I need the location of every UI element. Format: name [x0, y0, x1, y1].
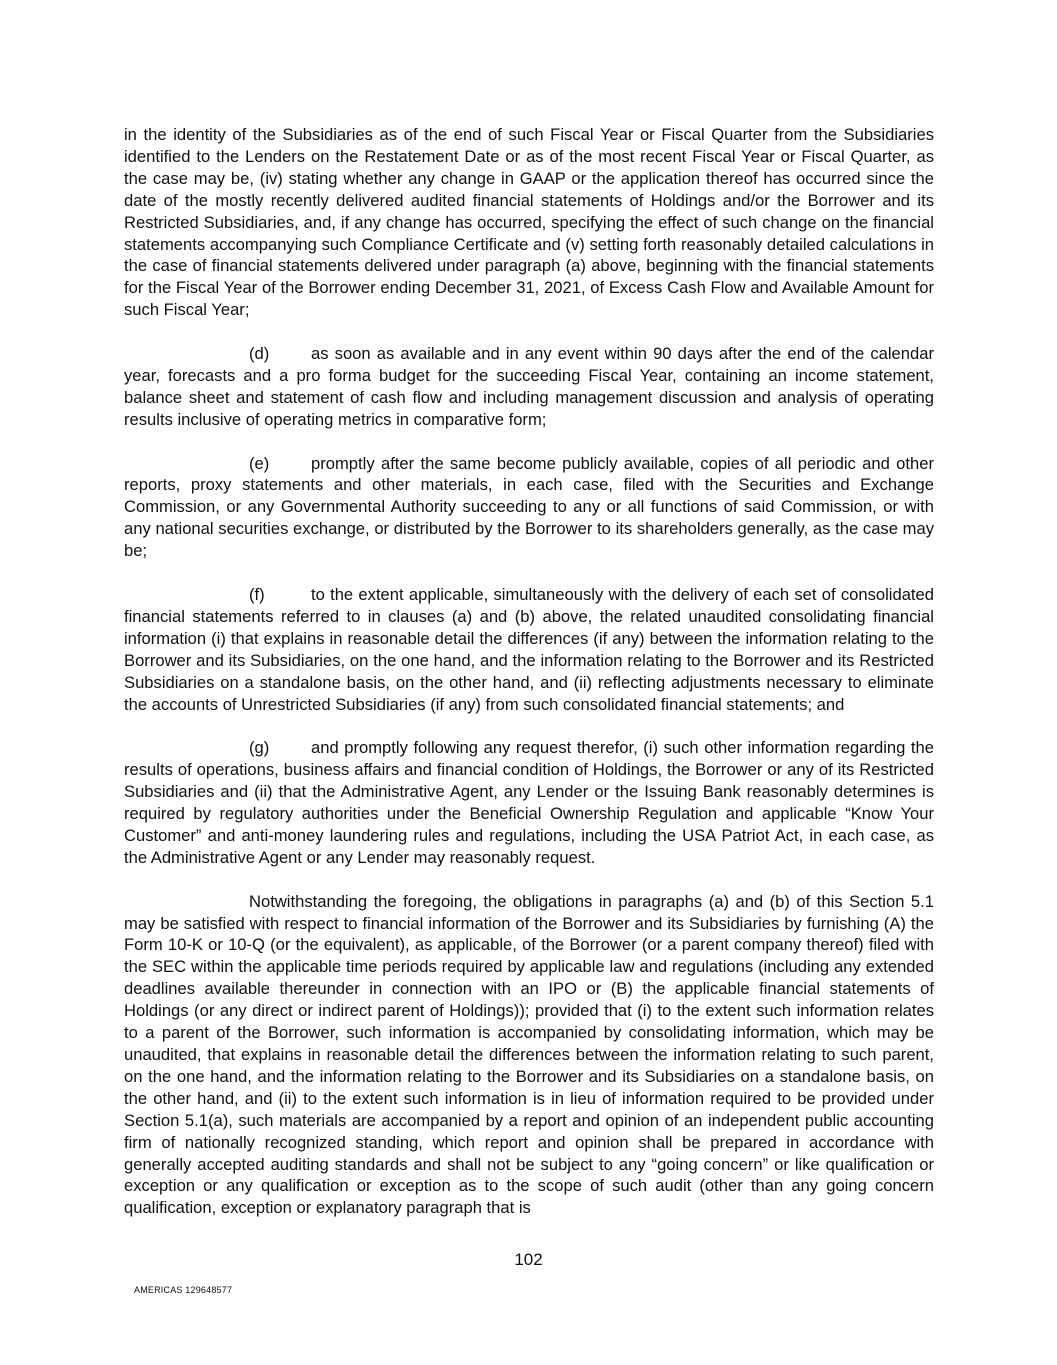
- clause-f-label: (f): [249, 584, 265, 604]
- clause-e-text: promptly after the same become publicly available, copies of all periodic and other reports, proxy statements and other materials, in each case, filed with the Securities and Exchange Commission, or any Governmental Authority succeeding to any or all functions of said Commission, or with any national securities exchange, or distributed by the Borrower to its shareholders generally, as the case may be;: [124, 453, 934, 561]
- clause-d-text: as soon as available and in any event within 90 days after the end of the calendar year, forecasts and a pro forma budget for the succeeding Fiscal Year, containing an income statement, balance sheet and statement of cash flow and including management discussion and analysis of operating results inclusive of operating metrics in comparative form;: [124, 344, 934, 429]
- clause-g-paragraph: [124, 737, 934, 868]
- notwithstanding-paragraph: Notwithstanding the foregoing, the obligations in paragraphs (a) and (b) of this Section 5.1 may be satisfied with respect to financial information of the Borrower and its Subsidiaries by furnishing (A) the Form 10-K or 10-Q (or the equivalent), as applicable, of the Borrower (or a parent company thereof) filed with the SEC within the applicable time periods required by applicable law and regulations (including any extended deadlines available thereunder in connection with an IPO or (B) the applicable financial statements of Holdings (or any direct or indirect parent of Holdings)); provided that (i) to the extent such information relates to a parent of the Borrower, such information is accompanied by consolidating information, which may be unaudited, that explains in reasonable detail the differences between the information relating to such parent, on the one hand, and the information relating to the Borrower and its Subsidiaries on a standalone basis, on the other hand, and (ii) to the extent such information is in lieu of information required to be provided under Section 5.1(a), such materials are accompanied by a report and opinion of an independent public accounting firm of nationally recognized standing, which report and opinion shall be prepared in accordance with generally accepted auditing standards and shall not be subject to any “going concern” or like qualification or exception or any qualification or exception as to the scope of such audit (other than any going concern qualification, exception or explanatory paragraph that is: [124, 891, 934, 1218]
- clause-g-text: and promptly following any request therefor, (i) such other information regarding the results of operations, business affairs and financial condition of Holdings, the Borrower or any of its Restricted Subsidiaries and (ii) that the Administrative Agent, any Lender or the Issuing Bank reasonably determines is required by regulatory authorities under the Beneficial Ownership Regulation and applicable “Know Your Customer” and anti-money laundering rules and regulations, including the USA Patriot Act, in each case, as the Administrative Agent or any Lender may reasonably request.: [124, 738, 934, 867]
- document-id-footer: AMERICAS 129648577: [134, 1285, 233, 1295]
- clause-d-paragraph: [124, 343, 934, 431]
- clause-g-label: (g): [249, 738, 270, 758]
- clause-f-text: to the extent applicable, simultaneously with the delivery of each set of consolidated financial statements referred to in clauses (a) and (b) above, the related unaudited consolidating financial information (i) that explains in reasonable detail the differences (if any) between the information relating to the Borrower and its Subsidiaries, on the one hand, and the information relating to the Borrower and its Restricted Subsidiaries on a standalone basis, on the other hand, and (ii) reflecting adjustments necessary to eliminate the accounts of Unrestricted Subsidiaries (if any) from such consolidated financial statements; and: [124, 584, 934, 714]
- clause-e-label: (e): [249, 453, 270, 473]
- clause-d-label: (d): [249, 344, 270, 364]
- clause-e-paragraph: [124, 453, 934, 563]
- document-body: [124, 124, 934, 1241]
- clause-f-paragraph: [124, 584, 934, 715]
- page-number: 102: [514, 1250, 543, 1269]
- intro-paragraph: in the identity of the Subsidiaries as of the end of such Fiscal Year or Fiscal Quarter from the Subsidiaries identified to the Lenders on the Restatement Date or as of the most recent Fiscal Year or Fiscal Quarter, as the case may be, (iv) stating whether any change in GAAP or the application thereof has occurred since the date of the mostly recently delivered audited financial statements of Holdings and/or the Borrower and its Restricted Subsidiaries, and, if any change has occurred, specifying the effect of such change on the financial statements accompanying such Compliance Certificate and (v) setting forth reasonably detailed calculations in the case of financial statements delivered under paragraph (a) above, beginning with the financial statements for the Fiscal Year of the Borrower ending December 31, 2021, of Excess Cash Flow and Available Amount for such Fiscal Year;: [124, 125, 934, 320]
